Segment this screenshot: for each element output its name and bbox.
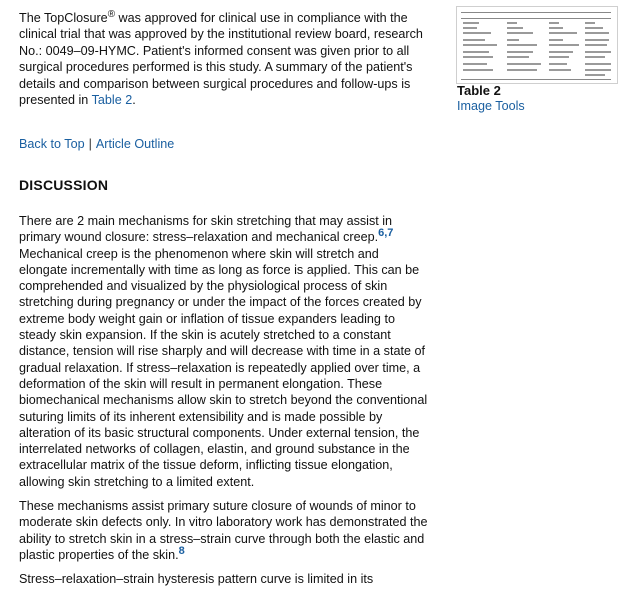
thumb-text-line: [585, 69, 611, 71]
registered-mark: ®: [107, 8, 116, 20]
thumb-rule: [461, 18, 611, 19]
thumb-text-line: [507, 44, 537, 46]
paragraph-2: [19, 498, 429, 563]
thumb-text-line: [463, 32, 491, 34]
thumb-rule: [461, 12, 611, 13]
image-tools-link[interactable]: Image Tools: [457, 99, 525, 113]
thumb-text-line: [585, 63, 611, 65]
thumb-text-line: [585, 51, 611, 53]
table-2-link[interactable]: Table 2: [91, 93, 133, 108]
thumb-text-line: [585, 74, 605, 76]
thumb-text-line: [463, 51, 489, 53]
thumb-text-line: [549, 51, 573, 53]
thumb-rule: [461, 79, 611, 80]
thumb-text-line: [549, 44, 579, 46]
thumb-text-line: [549, 39, 563, 41]
thumb-text-line: [507, 51, 533, 53]
p2-text: These mechanisms assist primary suture closure of wounds of minor to moderate skin defects only. In vitro laboratory work has demonstrated the ability to stretch skin in a stress–strain curve through both the elastic and plastic properties of the skin.: [19, 499, 428, 562]
p1-text-b: Mechanical creep is the phenomenon where skin will stretch and elongate incrementally with time as long as force is applied. This can be comprehended and visualized by the physiological process of skin stretching during pregnancy or under the impact of the forces created by extreme body weight gain or inflation of tissue expanders leading to steady skin expansion. If the skin is acutely stretched to a constant distance, tension will rise sharply and will decrease with time in a state of gradual relaxation. If stress–relaxation is repeatedly applied over time, a deformation of the skin will result in permanent elongation. These biomechanical mechanisms allow skin to stretch beyond the conventional suturing limits of its inherent extensibility and is made possible by alteration of its basic structural components. Under external tension, the interrelated networks of collagen, elastin, and ground substance in the extracellular matrix of the tissue deform, inflicting tissue elongation, allowing skin stretching to a limited extent.: [19, 246, 428, 489]
thumb-text-line: [549, 27, 563, 29]
thumb-text-line: [507, 69, 537, 71]
thumb-text-line: [585, 56, 605, 58]
thumb-text-line: [549, 22, 559, 24]
paragraph-1: [19, 213, 429, 490]
p3-text: Stress–relaxation–strain hysteresis pattern curve is limited in its: [19, 572, 374, 587]
thumb-text-line: [585, 22, 595, 24]
thumb-text-line: [549, 63, 567, 65]
thumb-text-line: [463, 63, 487, 65]
paragraph-3: [19, 571, 429, 587]
thumb-text-line: [507, 56, 529, 58]
thumb-text-line: [463, 27, 477, 29]
thumb-text-line: [463, 22, 479, 24]
thumb-text-line: [463, 39, 485, 41]
thumb-text-line: [463, 44, 497, 46]
thumb-text-line: [507, 63, 541, 65]
thumb-text-line: [507, 27, 523, 29]
thumb-text-line: [585, 44, 607, 46]
intro-paragraph: [19, 10, 429, 108]
citation-ref-8[interactable]: 8: [178, 544, 185, 557]
intro-text-start: The TopClosure: [19, 11, 108, 25]
article-nav: [19, 137, 174, 151]
nav-separator: |: [88, 137, 92, 151]
thumb-text-line: [463, 69, 493, 71]
thumb-text-line: [585, 32, 609, 34]
thumb-text-line: [549, 56, 569, 58]
thumb-text-line: [549, 69, 571, 71]
thumb-text-line: [585, 27, 603, 29]
article-outline-link[interactable]: Article Outline: [95, 137, 175, 151]
thumb-text-line: [507, 32, 533, 34]
table-2-caption: Table 2: [457, 83, 501, 98]
section-heading: DISCUSSION: [19, 177, 109, 193]
thumb-text-line: [549, 32, 577, 34]
thumb-text-line: [463, 56, 493, 58]
thumb-text-line: [507, 22, 517, 24]
intro-text-end: .: [132, 93, 136, 108]
back-to-top-link[interactable]: Back to Top: [19, 137, 85, 151]
table-thumbnail[interactable]: [456, 6, 618, 84]
p1-text-a: There are 2 main mechanisms for skin stretching that may assist in primary wound closure: stress–relaxation and mechanical creep.: [19, 214, 393, 245]
discussion-body: [19, 213, 429, 596]
thumb-text-line: [507, 39, 519, 41]
intro-text-body: was approved for clinical use in compliance with the clinical trial that was approved by the institutional review board, research No.: 0049–09-HYMC. Patient's informed consent was given prior to all surgical procedures performed is this study. A summary of the patient's details and comparison between surgical procedures and follow-ups is presented in: [19, 11, 423, 108]
citation-ref-6-7[interactable]: 6,7: [378, 227, 394, 240]
thumb-text-line: [585, 39, 609, 41]
